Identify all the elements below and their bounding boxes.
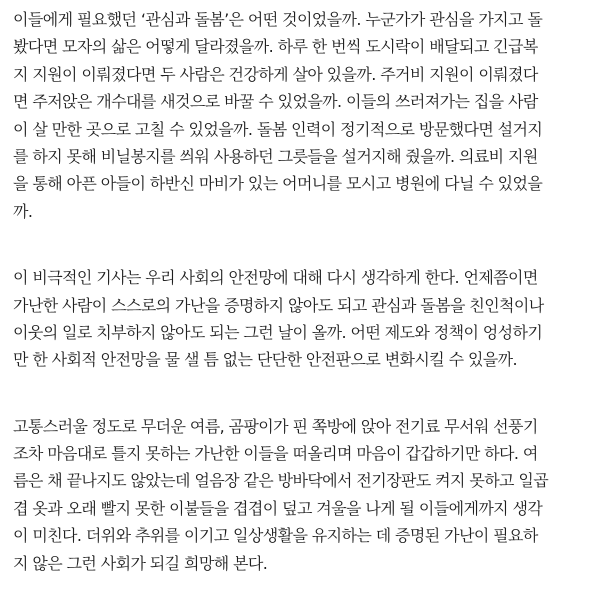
text-line: 조차 마음대로 틀지 못하는 가난한 이들을 떠올리며 마음이 갑갑하기만 하다. 여 [13, 444, 538, 464]
paragraph-3 [13, 413, 603, 577]
text-line: 름은 채 끝나지도 않았는데 얼음장 같은 방바닥에서 전기장판도 켜지 못하고 일곱 [13, 471, 549, 491]
text-line: 이 살 만한 곳으로 고칠 수 있었을까. 돌봄 인력이 정기적으로 방문했다면 설거지 [13, 119, 543, 139]
text-line: 이 비극적인 기사는 우리 사회의 안전망에 대해 다시 생각하게 한다. 언제쯤이면 [13, 268, 538, 288]
text-line: 지 지원이 이뤄졌다면 두 사람은 건강하게 살아 있을까. 주거비 지원이 이뤄졌다 [13, 64, 538, 84]
text-line: 면 주저앉은 개수대를 새것으로 바꿀 수 있었을까. 이들의 쓰러져가는 집을 사람 [13, 92, 538, 112]
text-line: 겹 옷과 오래 빨지 못한 이불들을 겹겹이 덮고 겨울을 나게 될 이들에게까지 생각 [13, 498, 543, 518]
text-line: 가난한 사람이 스스로의 가난을 증명하지 않아도 되고 관심과 돌봄을 친인척이나 [13, 295, 544, 315]
text-line: 이들에게 필요했던 ‘관심과 돌봄’은 어떤 것이었을까. 누군가가 관심을 가지고 돌 [13, 10, 543, 29]
text-line: 고통스러울 정도로 무더운 여름, 곰팡이가 핀 쪽방에 앉아 전기료 무서워 선풍기 [13, 416, 538, 436]
text-line: 지 않은 그런 사회가 되길 희망해 본다. [13, 553, 268, 573]
text-line: 만 한 사회적 안전망을 물 샐 틈 없는 단단한 안전판으로 변화시킬 수 있을까. [13, 350, 517, 370]
text-line: 까. [13, 201, 33, 221]
article-body [13, 6, 603, 577]
paragraph-2 [13, 264, 603, 374]
text-line: 를 하지 못해 비닐봉지를 씌워 사용하던 그릇들을 설거지해 줬을까. 의료비 지원 [13, 146, 538, 166]
text-line: 이웃의 일로 치부하지 않아도 되는 그런 날이 올까. 어떤 제도와 정책이 엉성하기 [13, 322, 543, 342]
paragraph-1 [13, 6, 603, 225]
paragraph-spacer [13, 225, 603, 264]
text-line: 이 미친다. 더위와 추위를 이기고 일상생활을 유지하는 데 증명된 가난이 필요하 [13, 526, 538, 546]
paragraph-spacer [13, 374, 603, 413]
text-line: 봤다면 모자의 삶은 어떻게 달라졌을까. 하루 한 번씩 도시락이 배달되고 긴급복 [13, 37, 538, 57]
text-line: 을 통해 아픈 아들이 하반신 마비가 있는 어머니를 모시고 병원에 다닐 수 있었을 [13, 174, 543, 194]
